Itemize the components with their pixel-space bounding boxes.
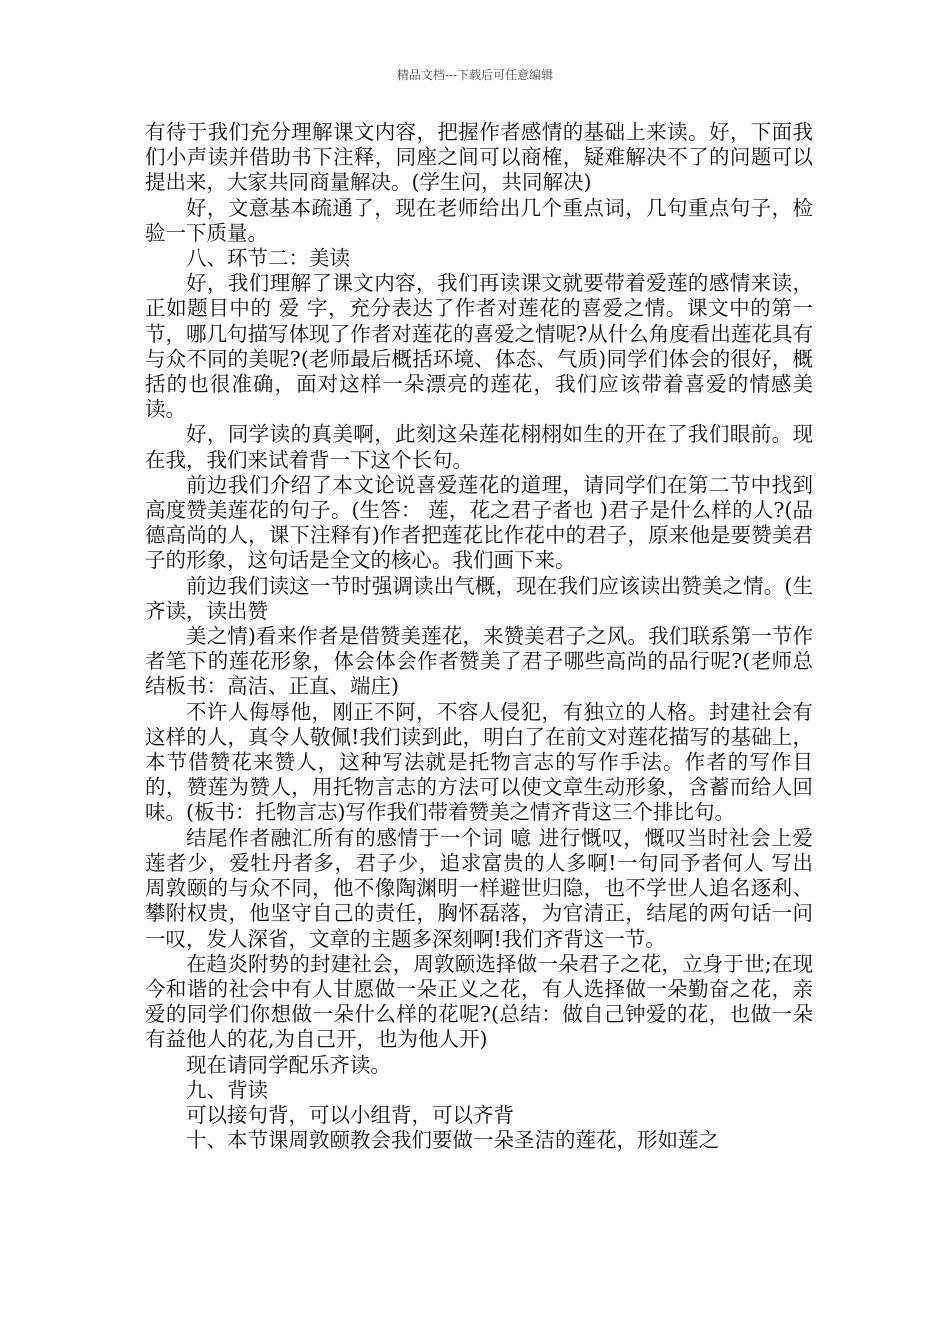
page-header: 精品文档---下载后可任意编辑 bbox=[396, 68, 554, 82]
section-heading: 九、背读 bbox=[186, 1077, 268, 1102]
paragraph: 在趋炎附势的封建社会，周敦颐选择做一朵君子之花，立身于世;在现今和谐的社会中有人甘愿做一朵正义之花，有人选择做一朵勤奋之花，亲爱的同学们你想做一朵什么样的花呢?(总结：做自己钟爱的花，也做一朵有益他人的花,为自己开，也为他人开) bbox=[145, 951, 813, 1052]
paragraph: 有待于我们充分理解课文内容，把握作者感情的基础上来读。好，下面我们小声读并借助书下注释，同座之间可以商榷，疑难解决不了的问题可以提出来，大家共同商量解决。(学生问，共同解决) bbox=[145, 120, 813, 195]
paragraph: 好，同学读的真美啊，此刻这朵莲花栩栩如生的开在了我们眼前。现在我，我们来试着背一下这个长句。 bbox=[145, 422, 813, 472]
paragraph: 十、本节课周敦颐教会我们要做一朵圣洁的莲花，形如莲之 bbox=[186, 1128, 719, 1153]
paragraph: 前边我们读这一节时强调读出气概，现在我们应该读出赞美之情。(生齐读，读出赞 bbox=[145, 573, 813, 623]
paragraph: 前边我们介绍了本文论说喜爱莲花的道理，请同学们在第二节中找到高度赞美莲花的句子。(生答： 莲，花之君子者也 )君子是什么样的人?(品德高尚的人，课下注释有)作者把莲花比作花中的君子，原来他是要赞美君子的形象，这句话是全文的核心。我们画下来。 bbox=[145, 472, 813, 573]
paragraph: 美之情)看来作者是借赞美莲花，来赞美君子之风。我们联系第一节作者笔下的莲花形象，体会体会作者赞美了君子哪些高尚的品行呢?(老师总结板书：高洁、正直、端庄) bbox=[145, 624, 813, 699]
section-heading: 八、环节二：美读 bbox=[186, 246, 350, 271]
paragraph: 好，我们理解了课文内容，我们再读课文就要带着爱莲的感情来读，正如题目中的 爱 字，充分表达了作者对莲花的喜爱之情。课文中的第一节，哪几句描写体现了作者对莲花的喜爱之情呢?从什么角度看出莲花具有与众不同的美呢?(老师最后概括环境、体态、气质)同学们体会的很好，概括的也很准确，面对这样一朵漂亮的莲花，我们应该带着喜爱的情感美读。 bbox=[145, 271, 813, 422]
paragraph: 好，文意基本疏通了，现在老师给出几个重点词，几句重点句子，检验一下质量。 bbox=[145, 195, 813, 245]
paragraph: 现在请同学配乐齐读。 bbox=[186, 1052, 391, 1077]
paragraph: 结尾作者融汇所有的感情于一个词 噫 进行慨叹，慨叹当时社会上爱莲者少，爱牡丹者多，君子少，追求富贵的人多啊!一句同予者何人 写出周敦颐的与众不同，他不像陶渊明一样避世归隐，也不学世人追名逐利、攀附权贵，他坚守自己的责任，胸怀磊落，为官清正，结尾的两句话一问一叹，发人深省，文章的主题多深刻啊!我们齐背这一节。 bbox=[145, 825, 813, 951]
paragraph: 不许人侮辱他，刚正不阿，不容人侵犯，有独立的人格。封建社会有这样的人，真令人敬佩!我们读到此，明白了在前文对莲花描写的基础上，本节借赞花来赞人，这种写法就是托物言志的写作手法。作者的写作目的，赞莲为赞人，用托物言志的方法可以使文章生动形象，含蓄而给人回味。(板书：托物言志)写作我们带着赞美之情齐背这三个排比句。 bbox=[145, 699, 813, 825]
paragraph: 可以接句背，可以小组背，可以齐背 bbox=[186, 1102, 514, 1127]
document-body bbox=[145, 120, 813, 1153]
